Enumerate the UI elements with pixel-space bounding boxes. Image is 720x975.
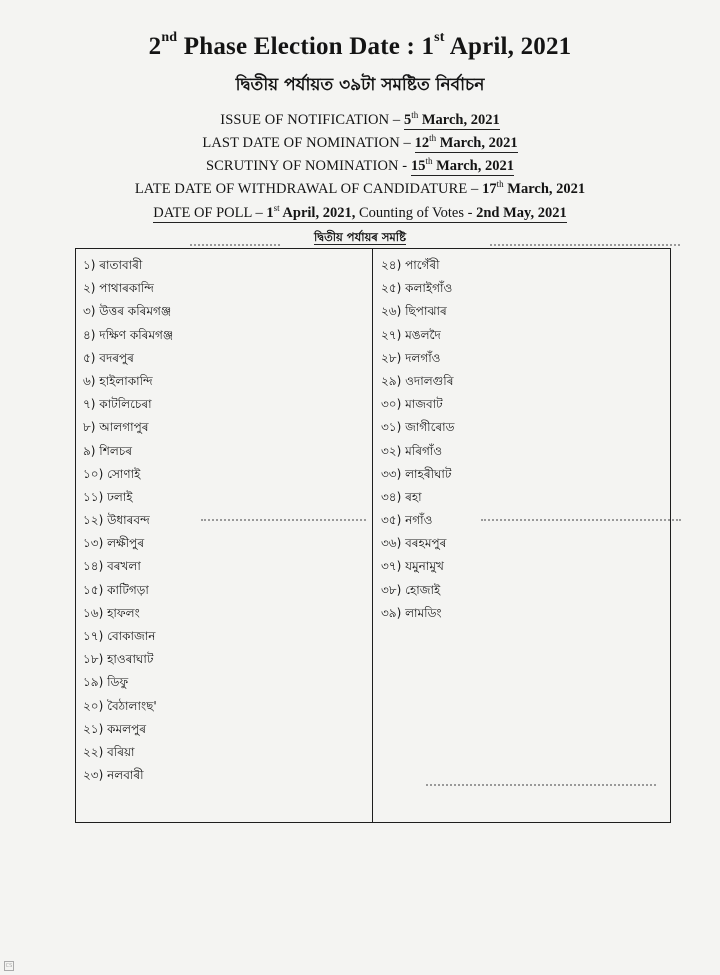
constituency-item: ৩৭) যমুনামুখ [381, 559, 444, 574]
nomination-line: LAST DATE OF NOMINATION – 12th March, 2021 [202, 133, 518, 151]
notification-date: 5th March, 2021 [403, 110, 500, 128]
constituency-item: ২১) কমলপুৰ [83, 721, 146, 736]
dotted-mark [190, 244, 280, 246]
constituency-item: ৩২) মৰিগাঁও [381, 443, 443, 458]
constituency-item: ১৫) কাটিগড়া [83, 582, 149, 597]
withdrawal-line: LATE DATE OF WITHDRAWAL OF CANDIDATURE – 17th March, 2021 [134, 179, 586, 197]
constituency-item: ১৭) বোকাজান [83, 629, 156, 643]
constituency-item: ১৩) লক্ষীপুৰ [83, 536, 145, 551]
constituency-item: ১১) ঢলাই [83, 489, 133, 504]
constituency-item: ১২) উধাৰবন্দ [83, 513, 150, 528]
constituency-item: ২৪) পাগেঁৰী [381, 258, 440, 272]
constituency-item: ৩১) জাগীৰোড [381, 420, 455, 435]
constituency-item: ৭) কাটলিচেৰা [83, 397, 152, 412]
title-date-end: April, 2021 [449, 33, 572, 60]
constituency-item: ২০) বৈঠালাংছ' [83, 698, 157, 713]
constituency-item: ৫) বদৰপুৰ [83, 350, 134, 365]
constituency-item: ৩৪) ৰহা [381, 489, 422, 504]
scrutiny-line: SCRUTINY OF NOMINATION - 15th March, 2021 [206, 156, 514, 174]
constituency-item: ২৬) ছিপাঝাৰ [381, 304, 447, 319]
constituency-list-right [381, 254, 455, 625]
constituency-item: ১) ৰাতাবাৰী [83, 258, 143, 272]
constituency-item: ২) পাথাৰকান্দি [83, 281, 154, 296]
subtitle-assamese: দ্বিতীয় পৰ্যায়ত ৩৯টা সমষ্টিত নিৰ্বাচন [235, 75, 485, 95]
withdrawal-date: 17th March, 2021 [482, 179, 586, 197]
nomination-date: 12th March, 2021 [414, 133, 518, 151]
constituency-item: ৩০) মাজবাট [381, 397, 443, 412]
constituency-item: ৩৬) বৰহমপুৰ [381, 536, 447, 551]
column-divider [372, 249, 373, 822]
counting-date: 2nd May, 2021 [476, 205, 567, 221]
dotted-mark [481, 519, 681, 521]
camscanner-mark [4, 961, 14, 971]
title-phase-sup: nd [161, 30, 178, 45]
constituency-table [75, 248, 671, 823]
constituency-item: ২৭) মঙলদৈ [381, 327, 441, 342]
constituency-item: ২২) বৰিয়া [83, 744, 135, 759]
constituency-item: ১৯) ডিফু [83, 675, 129, 690]
notification-line: ISSUE OF NOTIFICATION – 5th March, 2021 [220, 110, 500, 128]
constituency-item: ২৩) নলবাৰী [83, 768, 144, 783]
constituency-item: ৩৫) নগাঁও [381, 513, 433, 528]
constituency-item: ১০) সোণাই [83, 466, 141, 481]
scrutiny-date: 15th March, 2021 [410, 156, 514, 174]
constituency-item: ৮) আলগাপুৰ [83, 420, 149, 435]
constituency-item: ২৯) ওদালগুৰি [381, 373, 454, 388]
constituency-item: ৯) শিলচৰ [83, 443, 132, 458]
constituency-item: ৩৩) লাহৰীঘাট [381, 466, 452, 481]
title-date-sup: st [434, 30, 445, 45]
table-title: দ্বিতীয় পৰ্যায়ৰ সমষ্টি [313, 230, 406, 244]
constituency-item: ৩) উত্তৰ কৰিমগঞ্জ [83, 304, 172, 319]
constituency-item: ৬) হাইলাকান্দি [83, 373, 153, 388]
scanner-logo-icon: CS [5, 963, 13, 969]
constituency-item: ১৮) হাওৰাঘাট [83, 652, 154, 667]
constituency-list-left [83, 254, 173, 787]
constituency-item: ১৪) বৰখলা [83, 559, 141, 574]
poll-line [0, 203, 720, 222]
constituency-item: ৩৯) লামডিং [381, 605, 442, 620]
title-text: Phase Election Date : 1 [183, 33, 435, 60]
constituency-item: ২৫) কলাইগাঁও [381, 281, 453, 296]
poll-segment: DATE OF POLL – 1st April, 2021, Counting of Votes - 2nd May, 2021 [153, 203, 567, 221]
title-phase-number: 2 [148, 33, 162, 60]
dotted-mark [426, 784, 656, 786]
constituency-item: ১৬) হাফলং [83, 605, 140, 620]
dotted-mark [201, 519, 366, 521]
constituency-item: ৩৮) হোজাই [381, 582, 441, 597]
page-title [0, 30, 720, 61]
constituency-item: ৪) দক্ষিণ কৰিমগঞ্জ [83, 327, 174, 342]
dotted-mark [490, 244, 680, 246]
constituency-item: ২৮) দলগাঁও [381, 350, 441, 365]
